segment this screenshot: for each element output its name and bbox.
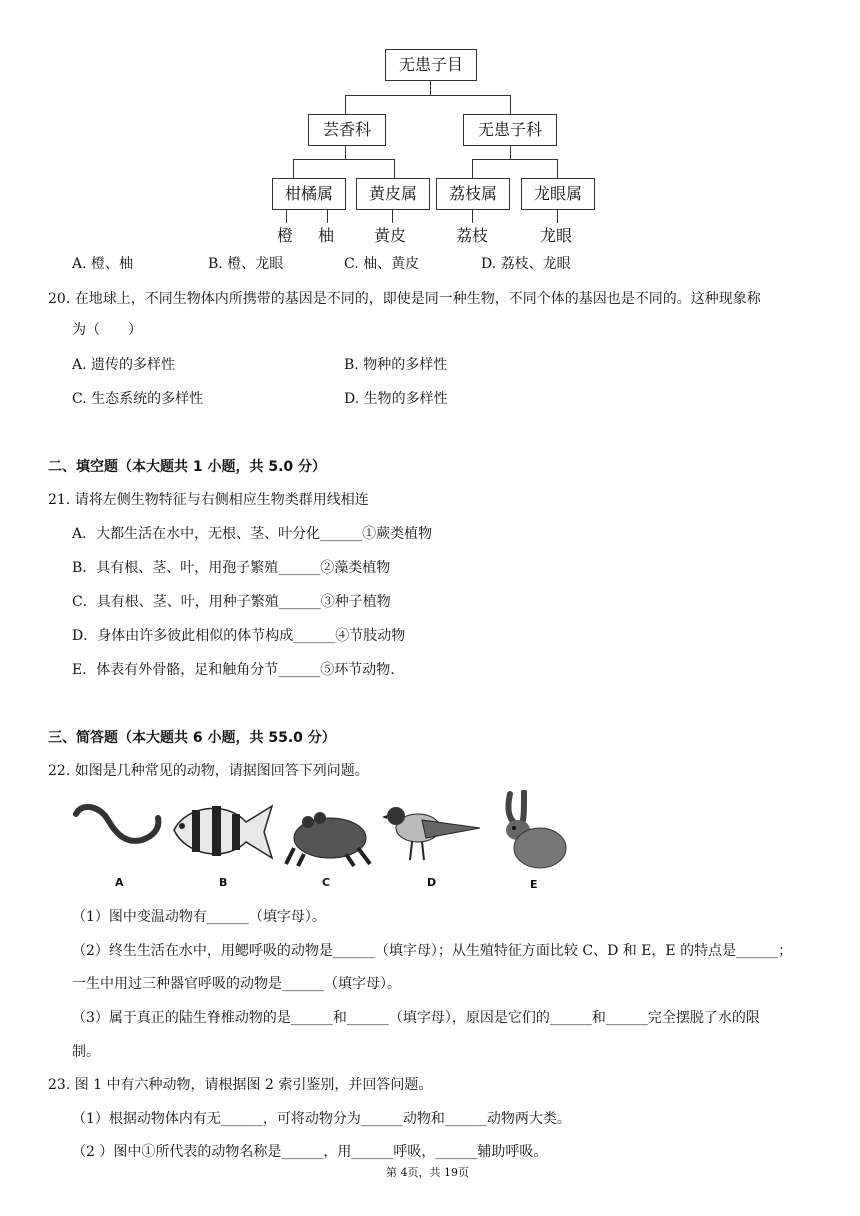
q23-part2: （2 ）图中①所代表的动物名称是______，用______呼吸，______辅助呼吸。 <box>72 1144 548 1160</box>
q22-part1: （1）图中变温动物有______（填字母）。 <box>72 909 326 925</box>
node-family-rutaceae: 芸香科 <box>308 114 386 146</box>
q22-part2-line2: 一生中用过三种器官呼吸的动物是______（填字母）。 <box>72 976 401 992</box>
q19-option-d: D. 荔枝、龙眼 <box>481 256 571 272</box>
q21-item-d: D．身体由许多彼此相似的体节构成______④节肢动物 <box>72 628 406 644</box>
example-longan: 龙眼 <box>540 226 573 245</box>
figure-label-b: B <box>219 876 228 889</box>
section-3-heading: 三、简答题（本大题共 6 小题，共 55.0 分） <box>48 730 336 746</box>
example-pomelo: 柚 <box>318 226 335 245</box>
q20-option-d: D. 生物的多样性 <box>344 391 448 407</box>
q20-option-a: A. 遗传的多样性 <box>72 357 176 373</box>
q23-part1: （1）根据动物体内有无______，可将动物分为______动物和______动物两大类。 <box>72 1111 571 1127</box>
example-wampee: 黄皮 <box>374 226 407 245</box>
q21-item-a: A．大都生活在水中，无根、茎、叶分化______①蕨类植物 <box>72 526 433 542</box>
figure-label-d: D <box>427 876 437 889</box>
q22-part2-line1: （2）终生生活在水中，用鳃呼吸的动物是______（填字母）；从生殖特征方面比较 C、D 和 E，E 的特点是______； <box>72 943 793 959</box>
q21-item-e: E．体表有外骨骼，足和触角分节______⑤环节动物. <box>72 662 395 678</box>
example-orange: 橙 <box>277 226 294 245</box>
q19-option-a: A. 橙、柚 <box>72 256 134 272</box>
figure-label-c: C <box>322 876 331 889</box>
q21-item-c: C．具有根、茎、叶，用种子繁殖______③种子植物 <box>72 594 391 610</box>
figure-label-e: E <box>530 878 538 891</box>
figure-label-a: A <box>115 876 124 889</box>
node-family-sapindaceae: 无患子科 <box>463 114 557 146</box>
bird-illustration <box>382 798 484 868</box>
q20-option-c: C. 生态系统的多样性 <box>72 391 204 407</box>
q22-part3-line1: （3）属于真正的陆生脊椎动物的是______和______（填字母），原因是它们的______和______完全摆脱了水的限 <box>72 1010 760 1026</box>
rabbit-illustration <box>494 790 572 874</box>
node-genus-litchi: 荔枝属 <box>436 178 510 210</box>
q22-stem: 22. 如图是几种常见的动物，请据图回答下列问题。 <box>48 763 369 779</box>
q20-option-b: B. 物种的多样性 <box>344 357 448 373</box>
q21-item-b: B．具有根、茎、叶，用孢子繁殖______②藻类植物 <box>72 560 391 576</box>
node-genus-citrus: 柑橘属 <box>272 178 346 210</box>
earthworm-illustration <box>72 800 164 870</box>
q20-stem-line1: 20. 在地球上，不同生物体内所携带的基因是不同的，即使是同一种生物，不同个体的基因也是不同的。这种现象称 <box>48 291 761 307</box>
section-2-heading: 二、填空题（本大题共 1 小题，共 5.0 分） <box>48 459 327 475</box>
q21-stem: 21. 请将左侧生物特征与右侧相应生物类群用线相连 <box>48 492 369 508</box>
frog-illustration <box>284 808 374 868</box>
node-order: 无患子目 <box>385 49 477 81</box>
fish-illustration <box>168 792 276 872</box>
example-litchi: 荔枝 <box>456 226 489 245</box>
node-genus-clausena: 黄皮属 <box>356 178 430 210</box>
q23-stem: 23. 图 1 中有六种动物，请根据图 2 索引鉴别，并回答问题。 <box>48 1077 433 1093</box>
q20-stem-line2: 为（ ） <box>72 322 142 338</box>
q19-option-c: C. 柚、黄皮 <box>344 256 420 272</box>
page-footer: 第 4页，共 19页 <box>386 1166 469 1179</box>
q19-option-b: B. 橙、龙眼 <box>208 256 284 272</box>
q22-part3-line2: 制。 <box>72 1044 100 1060</box>
node-genus-longan: 龙眼属 <box>521 178 595 210</box>
